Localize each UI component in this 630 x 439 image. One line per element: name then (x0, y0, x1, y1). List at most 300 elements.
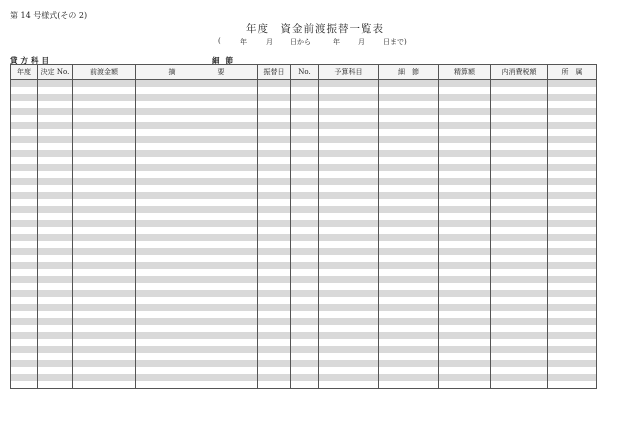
table-cell[interactable] (319, 381, 379, 389)
table-cell[interactable] (258, 283, 291, 290)
table-cell[interactable] (136, 234, 258, 241)
table-cell[interactable] (291, 157, 319, 164)
table-cell[interactable] (136, 283, 258, 290)
table-cell[interactable] (291, 262, 319, 269)
table-cell[interactable] (73, 94, 136, 101)
table-cell[interactable] (291, 283, 319, 290)
table-cell[interactable] (38, 346, 73, 353)
table-cell[interactable] (136, 248, 258, 255)
table-cell[interactable] (38, 332, 73, 339)
table-cell[interactable] (491, 262, 548, 269)
table-cell[interactable] (291, 108, 319, 115)
table-cell[interactable] (491, 115, 548, 122)
table-cell[interactable] (291, 213, 319, 220)
table-cell[interactable] (73, 360, 136, 367)
table-cell[interactable] (548, 255, 597, 262)
table-cell[interactable] (439, 269, 491, 276)
table-cell[interactable] (258, 115, 291, 122)
table-cell[interactable] (38, 367, 73, 374)
table-cell[interactable] (258, 171, 291, 178)
table-cell[interactable] (136, 206, 258, 213)
table-cell[interactable] (439, 248, 491, 255)
table-cell[interactable] (136, 101, 258, 108)
table-cell[interactable] (548, 136, 597, 143)
table-cell[interactable] (258, 381, 291, 389)
table-cell[interactable] (439, 87, 491, 94)
table-cell[interactable] (379, 374, 439, 381)
table-cell[interactable] (258, 150, 291, 157)
table-cell[interactable] (136, 367, 258, 374)
table-cell[interactable] (73, 192, 136, 199)
table-cell[interactable] (258, 332, 291, 339)
table-cell[interactable] (291, 227, 319, 234)
table-cell[interactable] (548, 199, 597, 206)
table-cell[interactable] (38, 80, 73, 88)
table-cell[interactable] (38, 122, 73, 129)
table-cell[interactable] (73, 353, 136, 360)
table-cell[interactable] (319, 143, 379, 150)
table-cell[interactable] (73, 164, 136, 171)
table-cell[interactable] (38, 304, 73, 311)
table-cell[interactable] (73, 199, 136, 206)
table-cell[interactable] (11, 164, 38, 171)
table-cell[interactable] (73, 143, 136, 150)
table-cell[interactable] (258, 360, 291, 367)
table-cell[interactable] (258, 255, 291, 262)
table-cell[interactable] (491, 220, 548, 227)
table-cell[interactable] (136, 192, 258, 199)
table-cell[interactable] (291, 150, 319, 157)
table-cell[interactable] (439, 255, 491, 262)
table-cell[interactable] (73, 367, 136, 374)
table-cell[interactable] (38, 248, 73, 255)
table-cell[interactable] (379, 297, 439, 304)
table-cell[interactable] (73, 297, 136, 304)
table-cell[interactable] (439, 381, 491, 389)
table-cell[interactable] (11, 220, 38, 227)
table-cell[interactable] (439, 276, 491, 283)
table-cell[interactable] (73, 171, 136, 178)
table-cell[interactable] (548, 381, 597, 389)
table-cell[interactable] (491, 157, 548, 164)
table-cell[interactable] (379, 122, 439, 129)
table-cell[interactable] (11, 157, 38, 164)
table-cell[interactable] (136, 108, 258, 115)
table-cell[interactable] (38, 206, 73, 213)
table-cell[interactable] (379, 353, 439, 360)
table-cell[interactable] (319, 276, 379, 283)
table-cell[interactable] (258, 339, 291, 346)
table-cell[interactable] (291, 353, 319, 360)
table-cell[interactable] (11, 262, 38, 269)
table-cell[interactable] (73, 255, 136, 262)
table-cell[interactable] (11, 283, 38, 290)
table-cell[interactable] (73, 206, 136, 213)
table-cell[interactable] (491, 332, 548, 339)
table-cell[interactable] (291, 381, 319, 389)
table-cell[interactable] (136, 262, 258, 269)
table-cell[interactable] (439, 332, 491, 339)
table-cell[interactable] (439, 199, 491, 206)
table-cell[interactable] (291, 192, 319, 199)
table-cell[interactable] (439, 360, 491, 367)
table-cell[interactable] (439, 108, 491, 115)
table-cell[interactable] (291, 101, 319, 108)
table-cell[interactable] (11, 346, 38, 353)
table-cell[interactable] (379, 80, 439, 88)
table-cell[interactable] (38, 227, 73, 234)
table-cell[interactable] (291, 374, 319, 381)
table-cell[interactable] (291, 318, 319, 325)
table-cell[interactable] (258, 185, 291, 192)
table-cell[interactable] (38, 129, 73, 136)
table-cell[interactable] (439, 171, 491, 178)
table-cell[interactable] (439, 353, 491, 360)
table-cell[interactable] (11, 206, 38, 213)
table-cell[interactable] (136, 360, 258, 367)
table-cell[interactable] (491, 122, 548, 129)
table-cell[interactable] (379, 332, 439, 339)
table-cell[interactable] (319, 178, 379, 185)
table-cell[interactable] (548, 304, 597, 311)
table-cell[interactable] (73, 178, 136, 185)
table-cell[interactable] (11, 360, 38, 367)
table-cell[interactable] (258, 206, 291, 213)
table-cell[interactable] (319, 353, 379, 360)
table-cell[interactable] (548, 101, 597, 108)
table-cell[interactable] (136, 227, 258, 234)
table-cell[interactable] (291, 206, 319, 213)
table-cell[interactable] (379, 199, 439, 206)
table-cell[interactable] (319, 171, 379, 178)
table-cell[interactable] (439, 192, 491, 199)
table-cell[interactable] (548, 192, 597, 199)
table-cell[interactable] (548, 248, 597, 255)
table-cell[interactable] (258, 234, 291, 241)
table-cell[interactable] (73, 122, 136, 129)
table-cell[interactable] (439, 115, 491, 122)
table-cell[interactable] (38, 269, 73, 276)
table-cell[interactable] (291, 136, 319, 143)
table-cell[interactable] (379, 318, 439, 325)
table-cell[interactable] (319, 234, 379, 241)
table-cell[interactable] (38, 276, 73, 283)
table-cell[interactable] (258, 164, 291, 171)
table-cell[interactable] (439, 80, 491, 88)
table-cell[interactable] (38, 220, 73, 227)
table-cell[interactable] (11, 115, 38, 122)
table-cell[interactable] (38, 241, 73, 248)
table-cell[interactable] (38, 381, 73, 389)
table-cell[interactable] (38, 234, 73, 241)
table-cell[interactable] (11, 122, 38, 129)
table-cell[interactable] (136, 325, 258, 332)
table-cell[interactable] (319, 297, 379, 304)
table-cell[interactable] (319, 136, 379, 143)
table-cell[interactable] (319, 325, 379, 332)
table-cell[interactable] (38, 325, 73, 332)
table-cell[interactable] (319, 157, 379, 164)
table-cell[interactable] (291, 360, 319, 367)
table-cell[interactable] (291, 143, 319, 150)
table-cell[interactable] (491, 136, 548, 143)
table-cell[interactable] (379, 129, 439, 136)
table-cell[interactable] (73, 80, 136, 88)
table-cell[interactable] (491, 346, 548, 353)
table-cell[interactable] (439, 101, 491, 108)
table-cell[interactable] (73, 115, 136, 122)
table-cell[interactable] (379, 248, 439, 255)
table-cell[interactable] (291, 304, 319, 311)
table-cell[interactable] (491, 150, 548, 157)
table-cell[interactable] (291, 276, 319, 283)
table-cell[interactable] (548, 157, 597, 164)
table-cell[interactable] (319, 80, 379, 88)
table-cell[interactable] (548, 276, 597, 283)
table-cell[interactable] (319, 220, 379, 227)
table-cell[interactable] (379, 136, 439, 143)
table-cell[interactable] (73, 129, 136, 136)
table-cell[interactable] (136, 164, 258, 171)
table-cell[interactable] (73, 136, 136, 143)
table-cell[interactable] (319, 290, 379, 297)
table-cell[interactable] (38, 318, 73, 325)
table-cell[interactable] (136, 80, 258, 88)
table-cell[interactable] (291, 94, 319, 101)
table-cell[interactable] (11, 367, 38, 374)
table-cell[interactable] (73, 290, 136, 297)
table-cell[interactable] (319, 339, 379, 346)
table-cell[interactable] (258, 346, 291, 353)
table-cell[interactable] (136, 297, 258, 304)
table-cell[interactable] (379, 290, 439, 297)
table-cell[interactable] (38, 101, 73, 108)
table-cell[interactable] (136, 185, 258, 192)
table-cell[interactable] (319, 94, 379, 101)
table-cell[interactable] (73, 339, 136, 346)
table-cell[interactable] (136, 115, 258, 122)
table-cell[interactable] (548, 290, 597, 297)
table-cell[interactable] (439, 150, 491, 157)
table-cell[interactable] (379, 108, 439, 115)
table-cell[interactable] (548, 213, 597, 220)
table-cell[interactable] (38, 178, 73, 185)
table-cell[interactable] (258, 269, 291, 276)
table-cell[interactable] (439, 129, 491, 136)
table-cell[interactable] (379, 206, 439, 213)
table-cell[interactable] (258, 136, 291, 143)
table-cell[interactable] (291, 269, 319, 276)
table-cell[interactable] (439, 143, 491, 150)
table-cell[interactable] (319, 206, 379, 213)
table-cell[interactable] (548, 220, 597, 227)
table-cell[interactable] (548, 129, 597, 136)
table-cell[interactable] (548, 325, 597, 332)
table-cell[interactable] (491, 241, 548, 248)
table-cell[interactable] (136, 353, 258, 360)
table-cell[interactable] (258, 87, 291, 94)
table-cell[interactable] (319, 360, 379, 367)
table-cell[interactable] (548, 164, 597, 171)
table-cell[interactable] (11, 136, 38, 143)
table-cell[interactable] (548, 332, 597, 339)
table-cell[interactable] (548, 171, 597, 178)
table-cell[interactable] (38, 199, 73, 206)
table-cell[interactable] (11, 374, 38, 381)
table-cell[interactable] (379, 213, 439, 220)
table-cell[interactable] (379, 367, 439, 374)
table-cell[interactable] (491, 339, 548, 346)
table-cell[interactable] (11, 311, 38, 318)
table-cell[interactable] (258, 367, 291, 374)
table-cell[interactable] (548, 87, 597, 94)
table-cell[interactable] (291, 248, 319, 255)
table-cell[interactable] (491, 164, 548, 171)
table-cell[interactable] (379, 150, 439, 157)
table-cell[interactable] (379, 87, 439, 94)
table-cell[interactable] (11, 241, 38, 248)
table-cell[interactable] (258, 241, 291, 248)
table-cell[interactable] (73, 185, 136, 192)
table-cell[interactable] (291, 220, 319, 227)
table-cell[interactable] (38, 339, 73, 346)
table-cell[interactable] (291, 115, 319, 122)
table-cell[interactable] (11, 199, 38, 206)
table-cell[interactable] (491, 94, 548, 101)
table-cell[interactable] (379, 262, 439, 269)
table-cell[interactable] (319, 318, 379, 325)
table-cell[interactable] (11, 150, 38, 157)
table-cell[interactable] (319, 192, 379, 199)
table-cell[interactable] (258, 262, 291, 269)
table-cell[interactable] (136, 374, 258, 381)
table-cell[interactable] (73, 101, 136, 108)
table-cell[interactable] (319, 213, 379, 220)
table-cell[interactable] (291, 297, 319, 304)
table-cell[interactable] (379, 283, 439, 290)
table-cell[interactable] (38, 115, 73, 122)
table-cell[interactable] (319, 346, 379, 353)
table-cell[interactable] (379, 171, 439, 178)
table-cell[interactable] (38, 185, 73, 192)
table-cell[interactable] (258, 94, 291, 101)
table-cell[interactable] (291, 255, 319, 262)
table-cell[interactable] (136, 220, 258, 227)
table-cell[interactable] (73, 311, 136, 318)
table-cell[interactable] (379, 241, 439, 248)
table-cell[interactable] (136, 276, 258, 283)
table-cell[interactable] (11, 297, 38, 304)
table-cell[interactable] (548, 108, 597, 115)
table-cell[interactable] (379, 192, 439, 199)
table-cell[interactable] (491, 360, 548, 367)
table-cell[interactable] (11, 255, 38, 262)
table-cell[interactable] (291, 325, 319, 332)
table-cell[interactable] (258, 220, 291, 227)
table-cell[interactable] (136, 304, 258, 311)
table-cell[interactable] (319, 255, 379, 262)
table-cell[interactable] (291, 367, 319, 374)
table-cell[interactable] (73, 108, 136, 115)
table-cell[interactable] (379, 115, 439, 122)
table-cell[interactable] (291, 164, 319, 171)
table-cell[interactable] (258, 157, 291, 164)
table-cell[interactable] (136, 199, 258, 206)
table-cell[interactable] (291, 87, 319, 94)
table-cell[interactable] (258, 297, 291, 304)
table-cell[interactable] (379, 227, 439, 234)
table-cell[interactable] (136, 290, 258, 297)
table-cell[interactable] (11, 178, 38, 185)
table-cell[interactable] (379, 255, 439, 262)
table-cell[interactable] (73, 87, 136, 94)
table-cell[interactable] (319, 374, 379, 381)
table-cell[interactable] (319, 367, 379, 374)
table-cell[interactable] (491, 129, 548, 136)
table-cell[interactable] (11, 269, 38, 276)
table-cell[interactable] (319, 262, 379, 269)
table-cell[interactable] (439, 220, 491, 227)
table-cell[interactable] (38, 353, 73, 360)
table-cell[interactable] (439, 374, 491, 381)
table-cell[interactable] (258, 304, 291, 311)
table-cell[interactable] (319, 185, 379, 192)
table-cell[interactable] (379, 164, 439, 171)
table-cell[interactable] (136, 150, 258, 157)
table-cell[interactable] (11, 290, 38, 297)
table-cell[interactable] (491, 297, 548, 304)
table-cell[interactable] (291, 122, 319, 129)
table-cell[interactable] (258, 374, 291, 381)
table-cell[interactable] (548, 234, 597, 241)
table-cell[interactable] (258, 311, 291, 318)
table-cell[interactable] (548, 297, 597, 304)
table-cell[interactable] (258, 80, 291, 88)
table-cell[interactable] (291, 332, 319, 339)
table-cell[interactable] (38, 136, 73, 143)
table-cell[interactable] (136, 346, 258, 353)
table-cell[interactable] (11, 192, 38, 199)
table-cell[interactable] (439, 318, 491, 325)
table-cell[interactable] (379, 381, 439, 389)
table-cell[interactable] (11, 332, 38, 339)
table-cell[interactable] (439, 346, 491, 353)
table-cell[interactable] (548, 227, 597, 234)
table-cell[interactable] (439, 227, 491, 234)
table-cell[interactable] (548, 143, 597, 150)
table-cell[interactable] (11, 248, 38, 255)
table-cell[interactable] (291, 311, 319, 318)
table-cell[interactable] (491, 318, 548, 325)
table-cell[interactable] (73, 381, 136, 389)
table-cell[interactable] (136, 94, 258, 101)
table-cell[interactable] (548, 318, 597, 325)
table-cell[interactable] (548, 311, 597, 318)
table-cell[interactable] (491, 304, 548, 311)
table-cell[interactable] (258, 143, 291, 150)
table-cell[interactable] (73, 157, 136, 164)
table-cell[interactable] (73, 374, 136, 381)
table-cell[interactable] (491, 367, 548, 374)
table-cell[interactable] (38, 297, 73, 304)
table-cell[interactable] (319, 283, 379, 290)
table-cell[interactable] (379, 143, 439, 150)
table-cell[interactable] (291, 80, 319, 88)
table-cell[interactable] (73, 283, 136, 290)
table-cell[interactable] (319, 115, 379, 122)
table-cell[interactable] (38, 311, 73, 318)
table-cell[interactable] (11, 325, 38, 332)
